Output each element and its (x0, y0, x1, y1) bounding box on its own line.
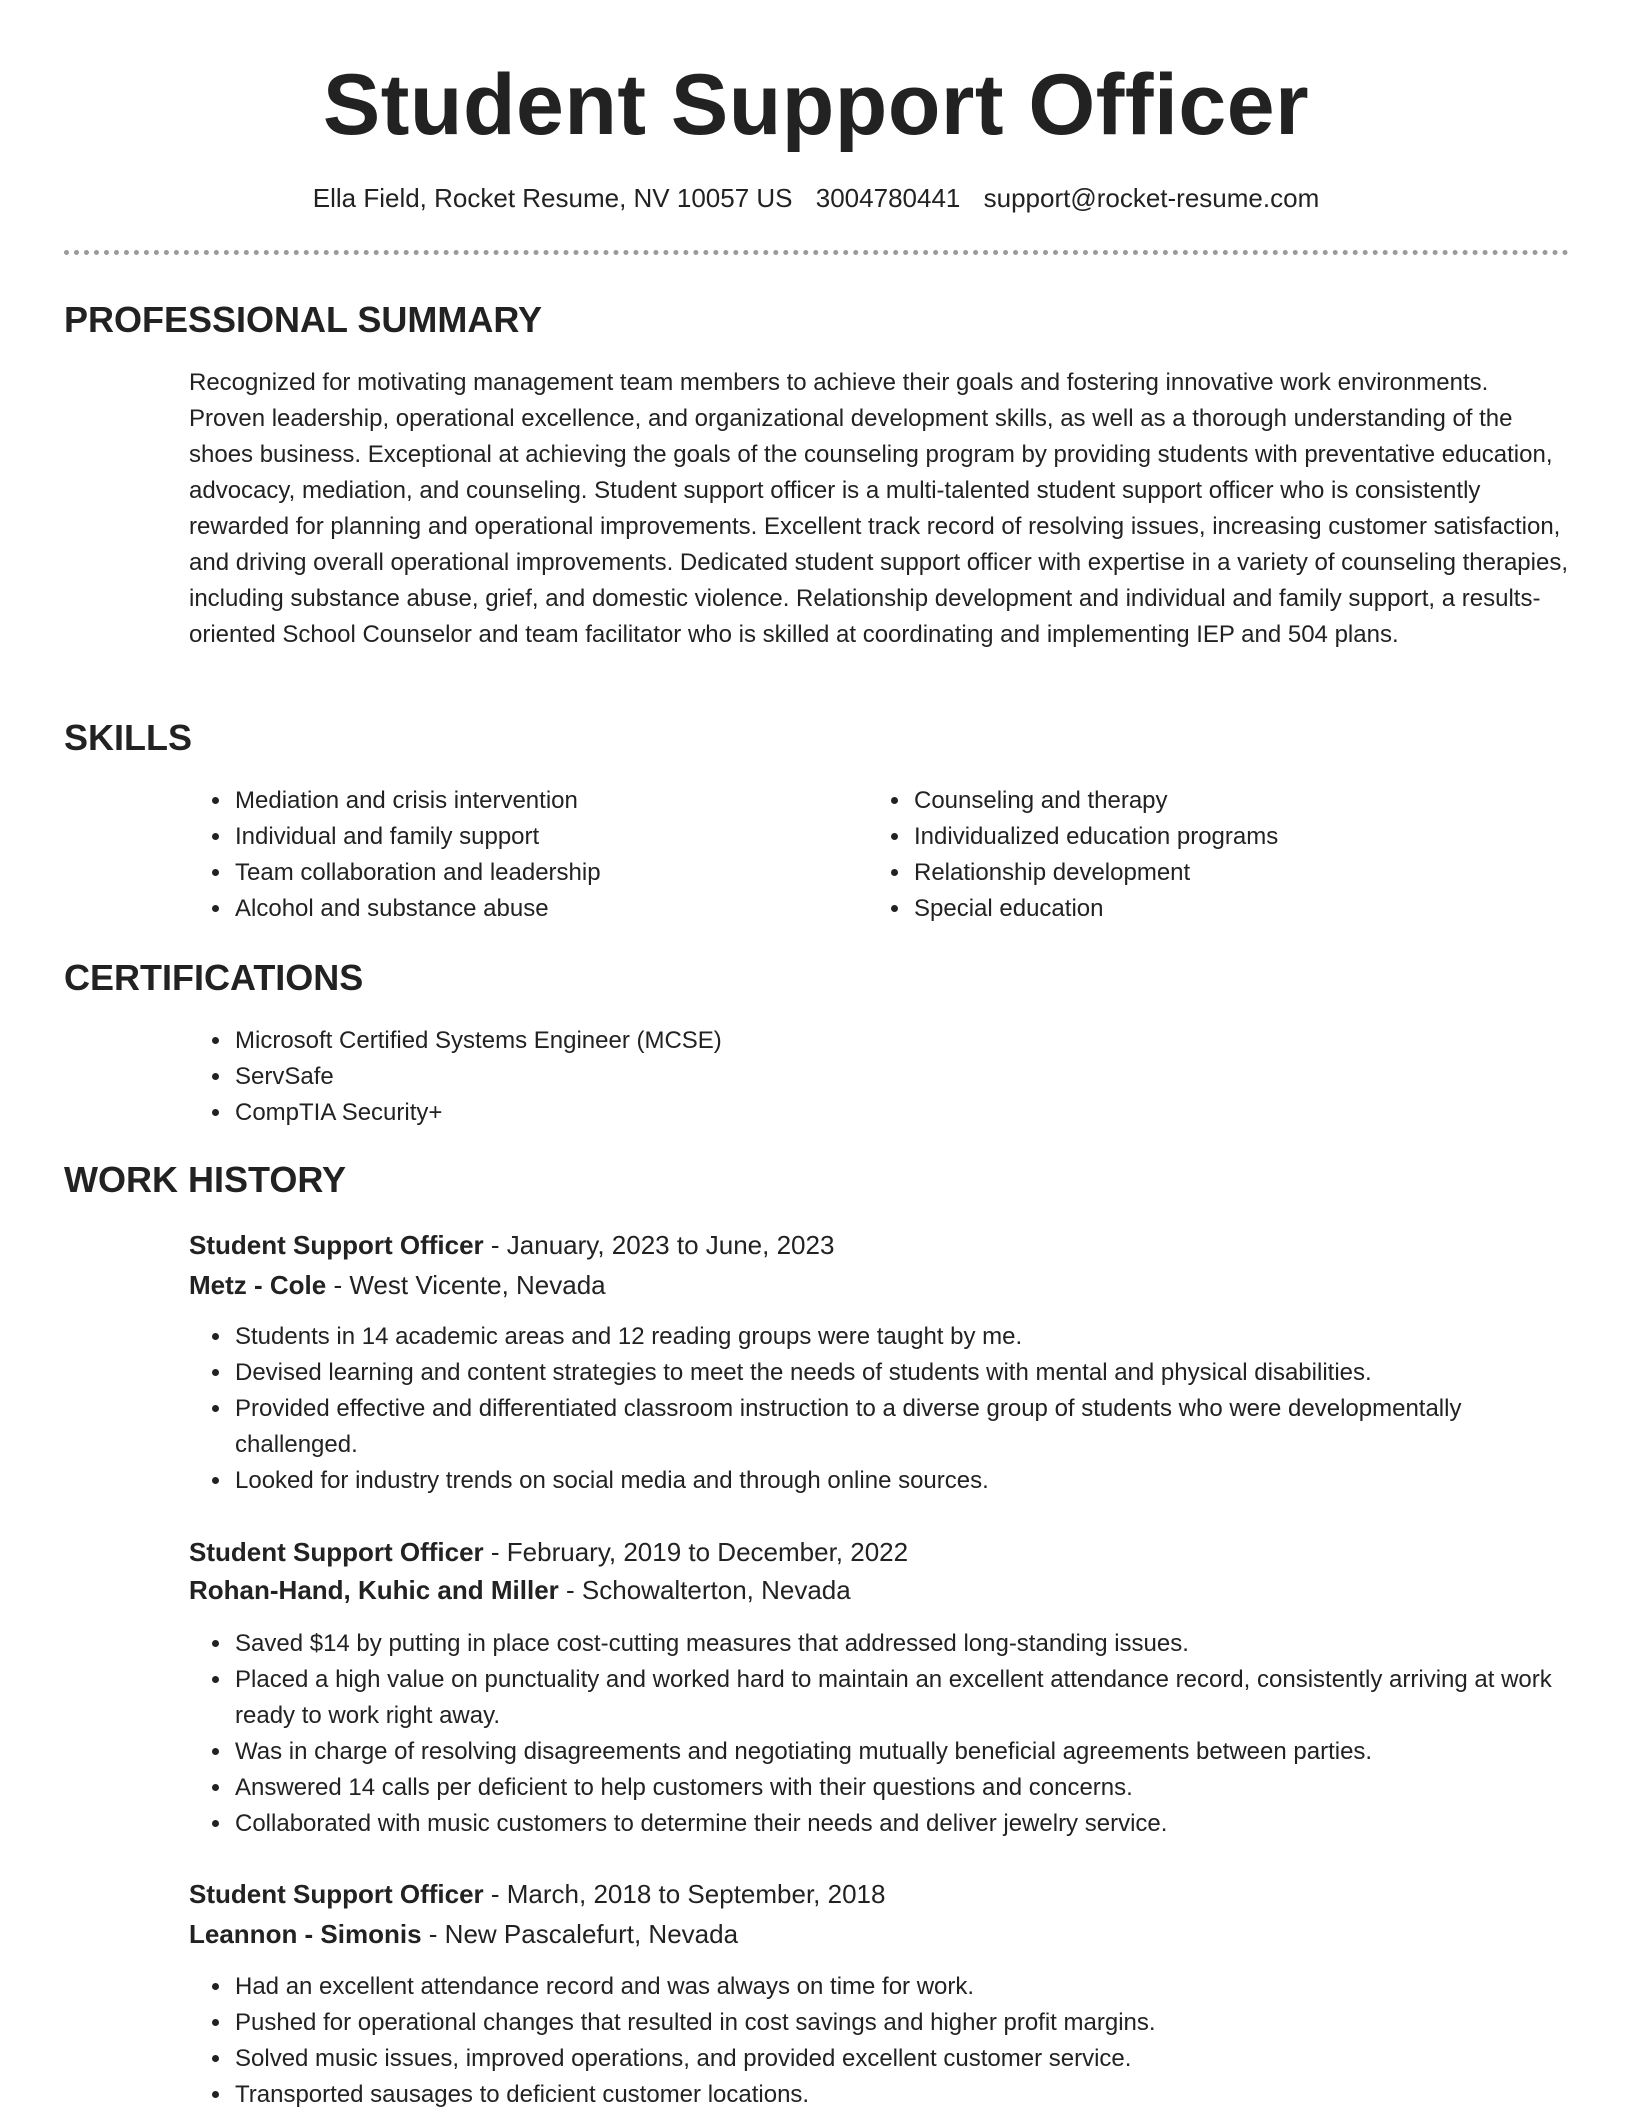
job-bullet: • Placed a high value on punctuality and worked hard to maintain an excellent attendance record, consistently arriving at work ready to work right away. (233, 1662, 1569, 1734)
contact-address: Ella Field, Rocket Resume, NV 10057 US (312, 183, 793, 213)
job-role: Student Support Officer (189, 1879, 484, 1909)
job-bullet: • Collaborated with music customers to determine their needs and deliver jewelry service. (233, 1806, 1569, 1842)
job-company: Leannon - Simonis (189, 1919, 422, 1949)
skill-item: • Counseling and therapy (912, 783, 1508, 819)
skill-item: • Mediation and crisis intervention (233, 783, 829, 819)
job-bullet: • Transported sausages to deficient customer locations. (233, 2077, 1569, 2112)
job-company-line (189, 1571, 851, 1609)
job-bullet: • Answered 14 calls per deficient to help customers with their questions and concerns. (233, 1770, 1569, 1806)
skill-item: • Individualized education programs (912, 819, 1508, 855)
skill-item: • Team collaboration and leadership (233, 855, 829, 891)
skills-list-left (189, 783, 829, 927)
job-bullets (189, 1626, 1569, 1842)
job-bullet: • Students in 14 academic areas and 12 reading groups were taught by me. (233, 1319, 1569, 1355)
job-location: - West Vicente, Nevada (326, 1270, 606, 1300)
job-company-line (189, 1266, 606, 1304)
skill-item: • Alcohol and substance abuse (233, 891, 829, 927)
certification-item: • ServSafe (233, 1059, 1569, 1095)
contact-line (0, 180, 1632, 216)
job-company: Metz - Cole (189, 1270, 327, 1300)
job-title-line (189, 1875, 885, 1913)
job-location: - New Pascalefurt, Nevada (421, 1919, 739, 1949)
job-bullet: • Looked for industry trends on social media and through online sources. (233, 1463, 1569, 1499)
job-dates: - February, 2019 to December, 2022 (483, 1537, 909, 1567)
contact-phone: 3004780441 (815, 183, 961, 213)
job-bullet: • Saved $14 by putting in place cost-cutting measures that addressed long-standing issues. (233, 1626, 1569, 1662)
job-bullet: • Devised learning and content strategies to meet the needs of students with mental and physical disabilities. (233, 1355, 1569, 1391)
certification-item: • CompTIA Security+ (233, 1095, 1569, 1131)
job-bullets (189, 1319, 1569, 1499)
skill-item: • Relationship development (912, 855, 1508, 891)
job-role: Student Support Officer (189, 1230, 484, 1260)
skills-heading: SKILLS (64, 717, 193, 758)
job-dates: - January, 2023 to June, 2023 (483, 1230, 835, 1260)
job-bullet: • Pushed for operational changes that resulted in cost savings and higher profit margins. (233, 2005, 1569, 2041)
certifications-heading: CERTIFICATIONS (64, 957, 364, 998)
certification-item: • Microsoft Certified Systems Engineer (MCSE) (233, 1023, 1569, 1059)
job-bullet: • Provided effective and differentiated classroom instruction to a diverse group of students who were developmentally challenged. (233, 1391, 1569, 1463)
job-location: - Schowalterton, Nevada (558, 1575, 851, 1605)
job-company-line (189, 1915, 738, 1953)
skill-item: • Individual and family support (233, 819, 829, 855)
skill-item: • Special education (912, 891, 1508, 927)
job-bullet: • Had an excellent attendance record and was always on time for work. (233, 1969, 1569, 2005)
header-divider (64, 250, 1569, 255)
contact-email: support@rocket-resume.com (983, 183, 1320, 213)
job-title-line (189, 1226, 834, 1264)
job-role: Student Support Officer (189, 1537, 484, 1567)
summary-text: Recognized for motivating management team members to achieve their goals and fostering innovative work environments. Proven leadership, operational excellence, and organizational development skills, as well as a thorough understanding of the shoes business. Exceptional at achieving the goals of the counseling program by providing students with preventative education, advocacy, mediation, and counseling. Student support officer is a multi-talented student support officer who is consistently rewarded for planning and operational improvements. Excellent track record of resolving issues, increasing customer satisfaction, and driving overall operational improvements. Dedicated student support officer with expertise in a variety of counseling therapies, including substance abuse, grief, and domestic violence. Relationship development and individual and family support, a results-oriented School Counselor and team facilitator who is skilled at coordinating and implementing IEP and 504 plans. (189, 369, 1568, 648)
work-history-heading: WORK HISTORY (64, 1159, 347, 1200)
job-bullets (189, 1969, 1569, 2112)
job-title-line (189, 1533, 908, 1571)
job-bullet: • Was in charge of resolving disagreements and negotiating mutually beneficial agreements between parties. (233, 1734, 1569, 1770)
page-title: Student Support Officer (322, 57, 1310, 153)
certifications-list (189, 1023, 1569, 1131)
summary-heading: PROFESSIONAL SUMMARY (64, 299, 543, 340)
job-company: Rohan-Hand, Kuhic and Miller (189, 1575, 559, 1605)
job-dates: - March, 2018 to September, 2018 (483, 1879, 886, 1909)
job-bullet: • Solved music issues, improved operations, and provided excellent customer service. (233, 2041, 1569, 2077)
skills-list-right (868, 783, 1508, 927)
